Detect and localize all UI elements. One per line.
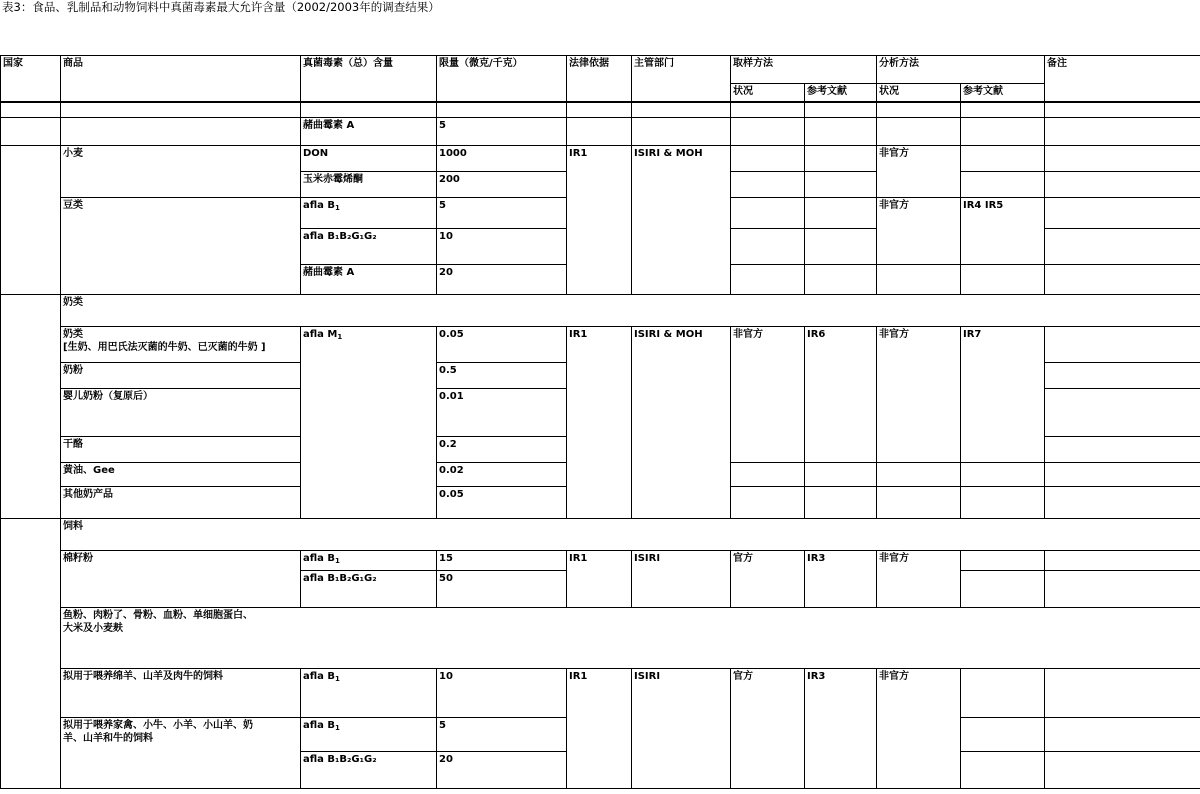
commodity-cell: 豆类: [61, 197, 301, 294]
toxin-cell: afla $M_1$: [301, 326, 437, 518]
header-country: 国家: [1, 56, 61, 102]
authority-cell: ISIRI: [632, 550, 731, 607]
limit-cell: 5: [437, 717, 567, 751]
toxin-cell: afla $B_1$: [301, 717, 437, 751]
toxin-cell: 玉米赤霉烯酮: [301, 171, 437, 197]
limit-cell: 0.2: [437, 436, 567, 462]
sampling-reference-cell: IR3: [805, 668, 877, 788]
toxin-cell: DON: [301, 145, 437, 171]
authority-cell: ISIRI & MOH: [632, 326, 731, 518]
mycotoxin-limits-table: [0, 55, 1200, 789]
limit-cell: 0.05: [437, 486, 567, 518]
sampling-status-cell: 官方: [731, 550, 805, 607]
header-analysis-reference: 参考文献: [961, 84, 1045, 102]
limit-cell: 0.05: [437, 326, 567, 362]
commodity-cell: 干酪: [61, 436, 301, 462]
section-heading: 饲料: [61, 518, 1200, 550]
commodity-cell: 黄油、Gee: [61, 462, 301, 486]
analysis-status-cell: 非官方: [877, 145, 961, 197]
table-row: [1, 607, 1200, 668]
analysis-status-cell: 非官方: [877, 668, 961, 788]
authority-cell: ISIRI & MOH: [632, 145, 731, 294]
toxin-cell: afla B₁B₂G₁G₂: [301, 228, 437, 264]
country-cell: [1, 518, 61, 788]
limit-cell: 5: [437, 117, 567, 145]
table-row: [1, 145, 1200, 171]
commodity-cell: 鱼粉、肉粉了、骨粉、血粉、单细胞蛋白、 大米及小麦麸: [61, 607, 1200, 668]
analysis-status-cell: 非官方: [877, 550, 961, 607]
limit-cell: 10: [437, 668, 567, 717]
limit-cell: 0.02: [437, 462, 567, 486]
commodity-cell: 拟用于喂养绵羊、山羊及肉牛的饲料: [61, 668, 301, 717]
limit-cell: 20: [437, 751, 567, 788]
legal-cell: IR1: [567, 668, 632, 788]
header-sampling-reference: 参考文献: [805, 84, 877, 102]
toxin-cell: 赭曲霉素 A: [301, 264, 437, 294]
legal-cell: IR1: [567, 145, 632, 294]
country-cell: [1, 294, 61, 518]
commodity-cell: 奶粉: [61, 362, 301, 388]
toxin-cell: afla B₁B₂G₁G₂: [301, 751, 437, 788]
commodity-cell: [61, 117, 301, 145]
header-analysis: 分析方法: [877, 56, 1045, 84]
table-row: [1, 326, 1200, 362]
limit-cell: 1000: [437, 145, 567, 171]
limit-cell: 15: [437, 550, 567, 570]
header-remarks: 备注: [1045, 56, 1200, 102]
table-row: [1, 117, 1200, 145]
commodity-cell: 奶类 [生奶、用巴氏法灭菌的牛奶、已灭菌的牛奶 ]: [61, 326, 301, 362]
toxin-cell: afla B₁B₂G₁G₂: [301, 570, 437, 607]
section-row: [1, 518, 1200, 550]
commodity-cell: 小麦: [61, 145, 301, 197]
table-caption: 表3：食品、乳制品和动物饲料中真菌毒素最大允许含量（2002/2003年的调查结果）: [2, 0, 440, 14]
header-mycotoxin: 真菌毒素（总）含量: [301, 56, 437, 102]
limit-cell: 10: [437, 228, 567, 264]
country-cell: [1, 117, 61, 145]
toxin-cell: afla $B_1$: [301, 197, 437, 228]
commodity-cell: 其他奶产品: [61, 486, 301, 518]
sampling-status-cell: 非官方: [731, 326, 805, 462]
toxin-cell: afla $B_1$: [301, 550, 437, 570]
header-row: [1, 56, 1200, 84]
limit-cell: 200: [437, 171, 567, 197]
header-legal-basis: 法律依据: [567, 56, 632, 102]
toxin-cell: 赭曲霉素 A: [301, 117, 437, 145]
legal-cell: IR1: [567, 550, 632, 607]
authority-cell: ISIRI: [632, 668, 731, 788]
table-row: [1, 668, 1200, 717]
commodity-cell: 拟用于喂养家禽、小牛、小羊、小山羊、奶 羊、山羊和牛的饲料: [61, 717, 301, 788]
legal-cell: IR1: [567, 326, 632, 518]
analysis-reference-cell: IR7: [961, 326, 1045, 462]
commodity-cell: 棉籽粉: [61, 550, 301, 607]
toxin-cell: afla $B_1$: [301, 668, 437, 717]
header-sampling-status: 状况: [731, 84, 805, 102]
limit-cell: 20: [437, 264, 567, 294]
limit-cell: 0.5: [437, 362, 567, 388]
header-commodity: 商品: [61, 56, 301, 102]
commodity-cell: 婴儿奶粉（复原后）: [61, 388, 301, 436]
header-sampling: 取样方法: [731, 56, 877, 84]
section-heading: 奶类: [61, 294, 1200, 326]
table-row: [1, 550, 1200, 570]
limit-cell: 5: [437, 197, 567, 228]
analysis-reference-cell: IR4 IR5: [961, 197, 1045, 264]
header-authority: 主管部门: [632, 56, 731, 102]
header-analysis-status: 状况: [877, 84, 961, 102]
limit-cell: 50: [437, 570, 567, 607]
header-limit: 限量（微克/千克）: [437, 56, 567, 102]
sampling-reference-cell: IR6: [805, 326, 877, 462]
country-cell: [1, 145, 61, 294]
analysis-status-cell: 非官方: [877, 197, 961, 264]
section-row: [1, 294, 1200, 326]
sampling-reference-cell: IR3: [805, 550, 877, 607]
analysis-status-cell: 非官方: [877, 326, 961, 462]
limit-cell: 0.01: [437, 388, 567, 436]
separator-row: [1, 102, 1200, 118]
sampling-status-cell: 官方: [731, 668, 805, 788]
